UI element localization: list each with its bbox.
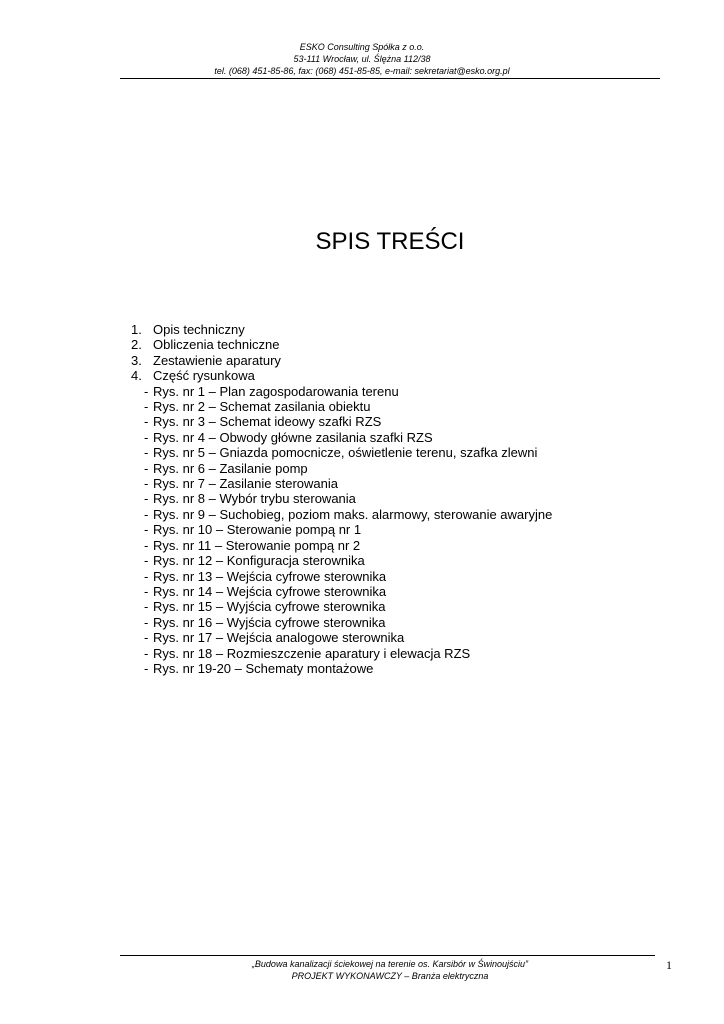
drawing-item-text: Rys. nr 19-20 – Schematy montażowe [153,660,374,676]
drawing-item-dash: - [144,614,149,630]
drawing-item-text: Rys. nr 1 – Plan zagospodarowania terenu [153,383,399,399]
drawing-item-dash: - [144,522,149,538]
drawing-item [128,445,648,460]
page-footer [0,958,724,982]
header-company-name: ESKO Consulting Spółka z o.o. [299,42,425,52]
header-address: 53-111 Wrocław, ul. Ślężna 112/38 [293,54,431,64]
drawing-item-text: Rys. nr 16 – Wyjścia cyfrowe sterownika [153,614,386,630]
drawing-item-dash: - [144,491,149,507]
drawing-item-text: Rys. nr 4 – Obwody główne zasilania szafki RZS [153,429,433,445]
toc-item-text: Zestawienie aparatury [153,352,281,368]
drawing-item-text: Rys. nr 11 – Sterowanie pompą nr 2 [153,537,361,553]
drawing-item-dash: - [144,476,149,492]
drawing-item [128,630,648,645]
drawing-item-dash: - [144,599,149,615]
drawing-item-text: Rys. nr 2 – Schemat zasilania obiektu [153,399,371,415]
drawing-item [128,615,648,630]
toc-item-number: 3. [131,352,142,368]
drawing-item-dash: - [144,583,149,599]
toc-item-3 [128,353,648,368]
drawing-item-text: Rys. nr 9 – Suchobieg, poziom maks. alarmowy, sterowanie awaryjne [153,506,553,522]
footer-project-name: „Budowa kanalizacji ściekowej na terenie os. Karsibór w Świnoujściu” [251,959,529,969]
drawing-item-text: Rys. nr 8 – Wybór trybu sterowania [153,491,356,507]
drawing-item [128,384,648,399]
footer-project-stage: PROJEKT WYKONAWCZY – Branża elektryczna [291,971,489,981]
drawing-item-dash: - [144,414,149,430]
drawing-item-dash: - [144,383,149,399]
toc-item-4 [128,368,648,383]
drawing-item-dash: - [144,660,149,676]
drawing-item-dash: - [144,568,149,584]
drawing-item [128,538,648,553]
toc-item-2 [128,337,648,352]
drawing-item [128,522,648,537]
page-header [0,41,724,77]
drawing-item-dash: - [144,445,149,461]
toc-item-1 [128,322,648,337]
drawing-item-text: Rys. nr 10 – Sterowanie pompą nr 1 [153,522,362,538]
drawing-item-text: Rys. nr 5 – Gniazda pomocnicze, oświetlenie terenu, szafka zlewni [153,445,538,461]
table-of-contents [128,322,648,676]
drawing-item-text: Rys. nr 17 – Wejścia analogowe sterownika [153,630,405,646]
drawing-item [128,491,648,506]
drawing-item [128,599,648,614]
drawing-item [128,430,648,445]
drawing-item [128,507,648,522]
drawing-item-dash: - [144,537,149,553]
drawing-item [128,569,648,584]
drawing-item-dash: - [144,429,149,445]
header-divider [120,78,660,79]
drawing-item-dash: - [144,506,149,522]
drawing-item-text: Rys. nr 12 – Konfiguracja sterownika [153,553,365,569]
drawing-item [128,414,648,429]
header-contact: tel. (068) 451-85-86, fax: (068) 451-85-85, e-mail: sekretariat@esko.org.pl [214,66,510,76]
drawing-item [128,476,648,491]
drawing-item-text: Rys. nr 6 – Zasilanie pomp [153,460,308,476]
footer-divider [120,955,655,956]
drawing-item-text: Rys. nr 18 – Rozmieszczenie aparatury i elewacja RZS [153,645,471,661]
page-title: SPIS TREŚCI [315,228,465,255]
drawing-item-dash: - [144,630,149,646]
toc-item-number: 2. [131,337,142,353]
drawing-item [128,553,648,568]
drawing-item-dash: - [144,399,149,415]
toc-item-number: 1. [131,322,142,337]
drawing-item-text: Rys. nr 14 – Wejścia cyfrowe sterownika [153,583,387,599]
drawing-item [128,461,648,476]
drawing-item-text: Rys. nr 15 – Wyjścia cyfrowe sterownika [153,599,386,615]
drawing-item [128,399,648,414]
drawing-item-text: Rys. nr 3 – Schemat ideowy szafki RZS [153,414,382,430]
drawing-item-dash: - [144,553,149,569]
drawing-item-dash: - [144,460,149,476]
toc-item-text: Część rysunkowa [153,368,255,384]
drawing-item [128,584,648,599]
toc-item-number: 4. [131,368,142,384]
drawing-item-text: Rys. nr 7 – Zasilanie sterowania [153,476,338,492]
toc-item-text: Obliczenia techniczne [153,337,280,353]
drawing-item [128,661,648,676]
page-number: 1 [666,958,672,972]
toc-item-text: Opis techniczny [153,322,245,337]
drawing-item-dash: - [144,645,149,661]
drawing-item [128,646,648,661]
drawing-item-text: Rys. nr 13 – Wejścia cyfrowe sterownika [153,568,387,584]
